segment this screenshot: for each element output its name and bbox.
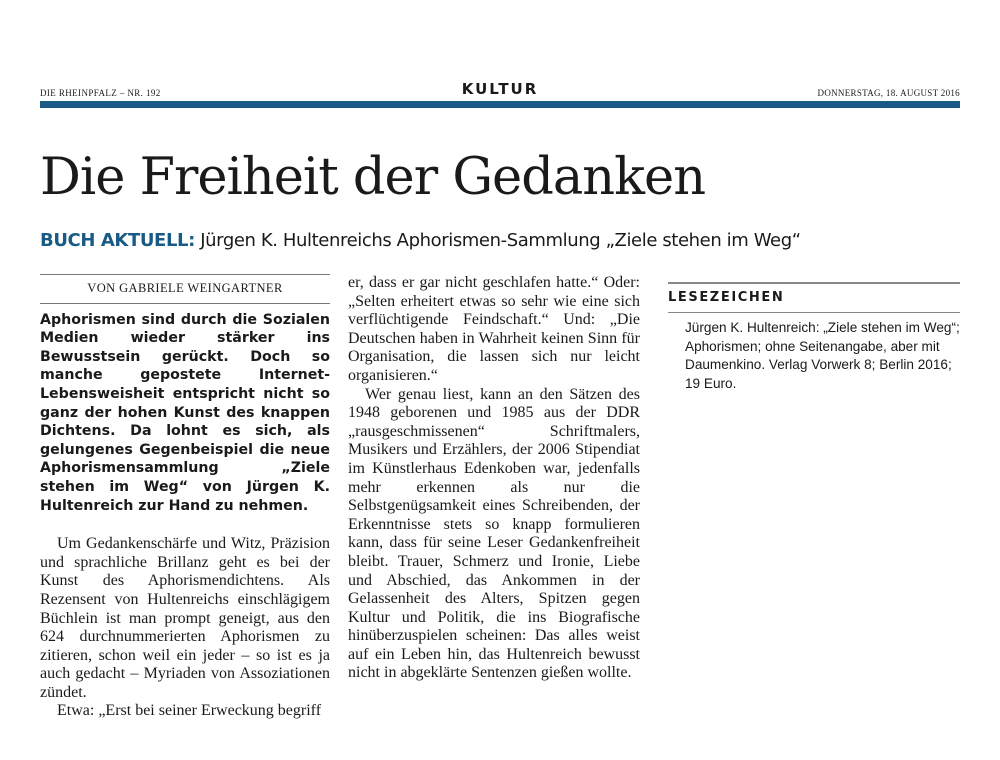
section-title: KULTUR bbox=[461, 80, 539, 98]
lead-paragraph: Aphorismen sind durch die Sozialen Medien wieder stärker ins Bewusstsein gerückt. Doch so manche gepostete Internet-Lebensweisheit entspricht nicht so ganz der hohen Kunst des knappen Dichtens. Da lohnt es sich, als gelungenes Gegenbeispiel die neue Aphorismensammlung „Ziele stehen im Weg“ von Jürgen K. Hultenreich zur Hand zu nehmen. bbox=[40, 311, 330, 514]
column-1 bbox=[40, 274, 330, 721]
section-bar bbox=[40, 101, 960, 108]
byline: VON GABRIELE WEINGARTNER bbox=[40, 274, 330, 304]
info-box-text: Jürgen K. Hultenreich: „Ziele stehen im Weg“; Aphorismen; ohne Seitenangabe, aber mit Daumenkino. Verlag Vorwerk 8; Berlin 2016; 19 Euro. bbox=[668, 312, 960, 393]
subheadline-text: Jürgen K. Hultenreichs Aphorismen-Sammlung „Ziele stehen im Weg“ bbox=[194, 230, 801, 251]
masthead bbox=[40, 80, 960, 110]
body-paragraph-2-continued: er, dass er gar nicht geschlafen hatte.“ Oder: „Selten erheitert etwas so sehr wie eine sich verflüchtigende Feindschaft.“ Und: „Die Deutschen haben in Wahrheit keinen Sinn für Organisation, die lassen sich nur leicht organisieren.“ bbox=[348, 274, 640, 384]
newspaper-issue: DIE RHEINPFALZ – NR. 192 bbox=[40, 88, 161, 98]
kicker: BUCH AKTUELL: bbox=[40, 230, 195, 251]
body-paragraph-3: Wer genau liest, kann an den Sätzen des 1948 geborenen und 1985 aus der DDR „rausgeschmissenen“ Schriftmalers, Musikers und Erzählers, der 2006 Stipendiat im Künstlerhaus Edenkoben war, jedenfalls mehr erkennen als nur die Selbstgenügsamkeit eines Schreibenden, der Erkenntnisse stets so knapp formulieren kann, dass für seine Leser Gedankenfreiheit bleibt. Trauer, Schmerz und Ironie, Liebe und Abschied, das Ankommen in der Gelassenheit des Alters, Spitzen gegen Kultur und Politik, die ins Biografische hinüberzuspielen scheinen: Das alles weist auf ein Leben hin, das Hultenreich bewusst nicht in abgeklärte Sentenzen gießen wollte. bbox=[348, 385, 640, 682]
body-paragraph-1: Um Gedankenschärfe und Witz, Präzision und sprachliche Brillanz geht es bei der Kunst des Aphorismendichtens. Als Rezensent von Hultenreichs einschlägigem Büchlein ist man prompt geneigt, aus den 624 durchnummerierten Aphorismen zu zitieren, schon weil ein jeder – so ist es ja auch gedacht – Myriaden von Assoziationen zündet. bbox=[40, 535, 330, 701]
body-paragraph-2: Etwa: „Erst bei seiner Erweckung begriff bbox=[57, 702, 322, 720]
headline: Die Freiheit der Gedanken bbox=[40, 148, 706, 207]
subheadline bbox=[40, 228, 801, 254]
info-box-title: LESEZEICHEN bbox=[668, 282, 960, 306]
column-2 bbox=[348, 274, 640, 683]
column-3 bbox=[668, 274, 960, 393]
issue-date: DONNERSTAG, 18. AUGUST 2016 bbox=[817, 88, 960, 98]
